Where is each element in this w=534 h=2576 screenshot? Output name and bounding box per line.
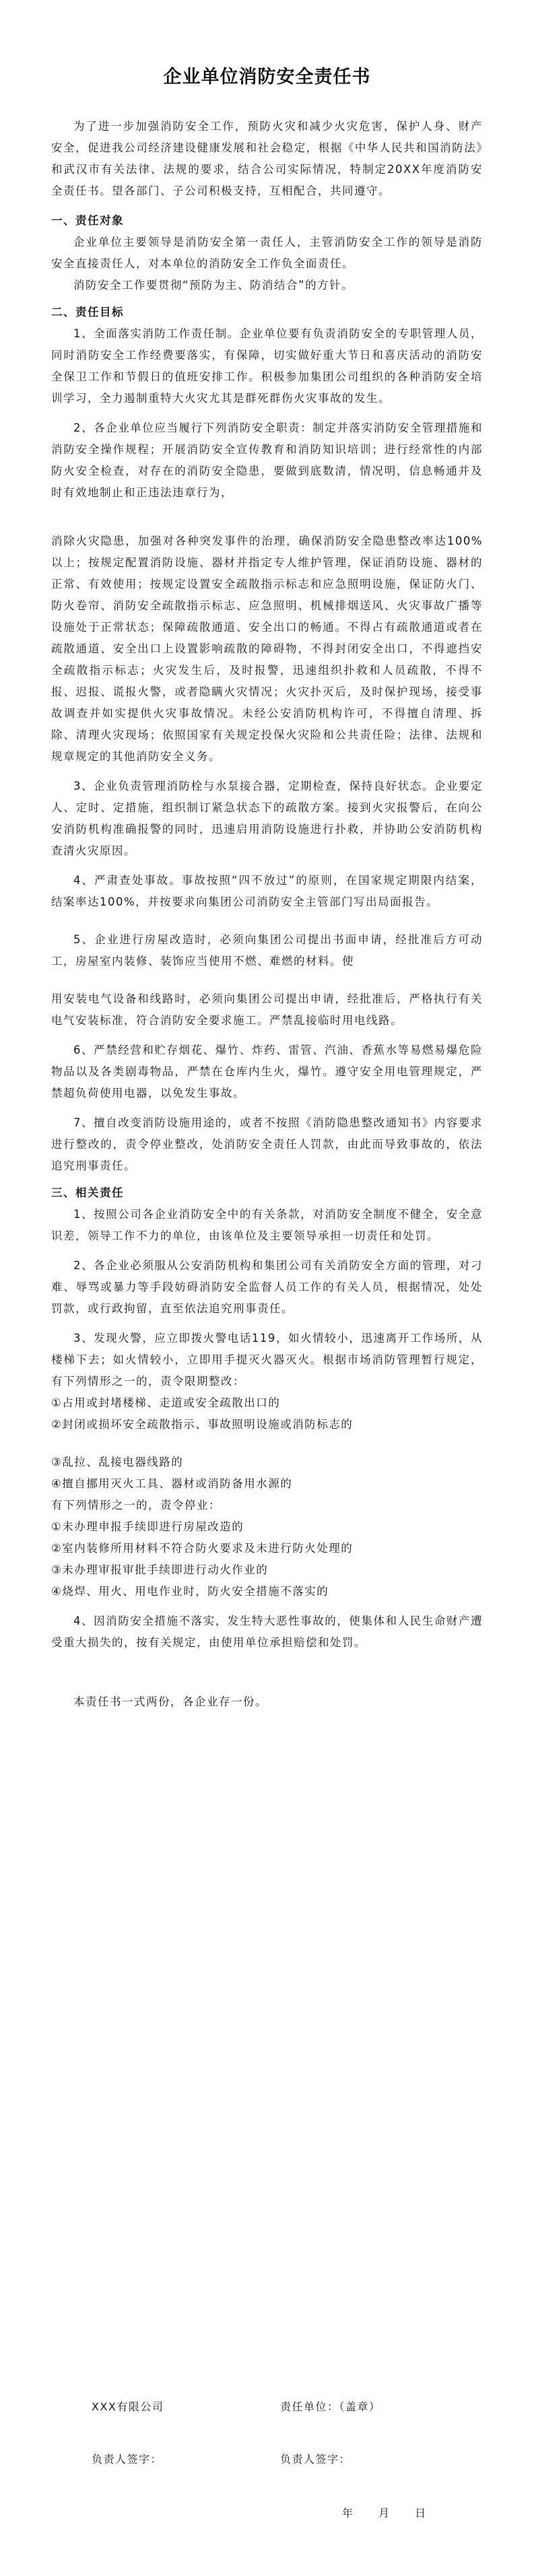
section3-paragraph-2: 2、各企业必须服从公安消防机构和集团公司有关消防安全方面的管理，对刁难、辱骂或暴力等手段妨碍消防安全监督人员工作的有关人员，根据情况，处处罚款，或行政拘留，直至依法追究刑事责任。 [51, 1259, 483, 1315]
rectify-list-1 [51, 1392, 483, 1435]
section-heading-2: 二、责任目标 [51, 306, 124, 318]
section3-paragraph-3: 3、发现火警，应立即拨火警电话119，如火情较小，迅速离开工作场所，从楼梯下去；如火情较小，立即用手提灭火器灭火。根据市场消防管理暂行规定，有下列情形之一的，责令限期整改： [51, 1332, 483, 1388]
list-item: ①占用或封堵楼梯、走道或安全疏散出口的 [51, 1396, 281, 1409]
sign-date: 年 月 日 [342, 2507, 427, 2519]
list-item: ②室内装修所用材料不符合防火要求及未进行防火处理的 [51, 1542, 354, 1555]
signer-left: 负责人签字： [92, 2453, 163, 2466]
date-row [51, 2505, 483, 2526]
list-item: ①未办理申报手续即进行房屋改造的 [51, 1520, 244, 1533]
page-title: 企业单位消防安全责任书 [163, 67, 371, 88]
section2-paragraph-6: 5、企业进行房屋改造时，必须向集团公司提出书面申请，经批准后方可动工，房屋室内装修、装饰应当使用不燃、难燃的材料。使 [51, 933, 483, 968]
section3-paragraph-1: 1、按照公司各企业消防安全中的有关条款，对消防安全制度不健全，安全意识差，领导工作不力的单位，由该单位及主要领导承担一切责任和处罚。 [51, 1208, 483, 1242]
list-item: ④擅自挪用灭火工具、器材或消防备用水源的 [51, 1477, 293, 1490]
section1-paragraph-2: 消防安全工作要贯彻“预防为主、防消结合”的方针。 [73, 279, 354, 292]
list-item: ③未办理审报审批手续即进行动火作业的 [51, 1563, 269, 1576]
section2-paragraph-5: 4、严肃查处事故。事故按照“四不放过”的原则，在国家规定期限内结案，结案率达100%，并按要求向集团公司消防安全主管部门写出局面报告。 [51, 874, 483, 908]
section2-paragraph-8: 6、严禁经营和贮存烟花、爆竹、炸药、雷管、汽油、香蕉水等易燃易爆危险物品以及各类剧毒物品，严禁在仓库内生火，爆竹。遵守安全用电管理规定，严禁超负荷使用电器，以免发生事故。 [51, 1044, 483, 1099]
suspend-list [51, 1516, 483, 1602]
signer-row [51, 2451, 483, 2472]
section3-paragraph-4: 4、因消防安全措施不落实，发生特大恶性事故的，使集体和人民生命财产遭受重大损失的，按有关规定，由使用单位承担赔偿和处罚。 [51, 1615, 483, 1649]
section2-paragraph-4: 3、企业负责管理消防栓与水泵接合器，定期检查，保持良好状态。企业要定人、定时、定措施，组织制订紧急状态下的疏散方案。接到火灾报警后，在向公安消防机构准确报警的同时，迅速启用消防设施进行扑救，并协助公安消防机构查清火灾原因。 [51, 780, 483, 857]
list-item: ③乱拉、乱接电器线路的 [51, 1456, 184, 1468]
party-responsible-unit: 责任单位：（盖章） [280, 2400, 381, 2413]
list-item: ②封闭或损坏安全疏散指示、事故照明设施或消防标志的 [51, 1418, 354, 1431]
section-heading-1: 一、责任对象 [51, 214, 124, 227]
rectify-list-2 [51, 1452, 483, 1516]
section-heading-3: 三、相关责任 [51, 1186, 124, 1199]
section2-paragraph-2: 2、各企业单位应当履行下列消防安全职责：制定并落实消防安全管理措施和消防安全操作规程；开展消防安全宣传教育和消防知识培训；进行经常性的内部防火安全检查，对存在的消防安全隐患，要做到底数清，情况明，信息畅通并及时有效地制止和正违法违章行为， [51, 421, 483, 499]
signer-right: 负责人签字： [280, 2453, 352, 2466]
document-body [51, 116, 483, 1713]
party-row [51, 2398, 483, 2420]
section2-paragraph-3: 消除火灾隐患，加强对各种突发事件的治理，确保消防安全隐患整改率达100%以上；按规定配置消防设施、器材并指定专人维护管理，保证消防设施、器材的正常、有效使用；按规定设置安全疏散指示标志和应急照明设施，保证防火门、防火卷帘、消防安全疏散指示标志、应急照明、机械排烟送风、火灾事故广播等设施处于正常状态；保障疏散通道、安全出口的畅通。不得占有疏散通道或者在疏散通道、安全出口上设置影响疏散的障碍物，不得封闭安全出口，不得遮挡安全疏散指示标志；火灾发生后，及时报警，迅速组织扑救和人员疏散，不得不报、迟报、谎报火警，或者隐瞒火灾情况；火灾扑灭后，及时保护现场，接受事故调查并如实提供火灾事故情况。未经公安消防机构许可，不得擅自清理、拆除、清理火灾现场；依照国家有关规定投保火灾险和公共责任险；法律、法规和规章规定的其他消防安全义务。 [51, 535, 483, 763]
section2-paragraph-1: 1、全面落实消防工作责任制。企业单位要有负责消防安全的专职管理人员，同时消防安全工作经费要落实，有保障，切实做好重大节日和喜庆活动的消防安全保卫工作和节假日的值班安排工作。积极参加集团公司组织的各种消防安全培训学习，全力遏制重特大火灾尤其是群死群伤火灾事故的发生。 [51, 327, 483, 405]
intro-paragraph: 为了进一步加强消防安全工作，预防火灾和减少火灾危害，保护人身、财产安全，促进我公司经济建设健康发展和社会稳定，根据《中华人民共和国消防法》和武汉市有关法律、法规的要求，结合公司实际情况，特制定20XX年度消防安全责任书。望各部门、子公司积极支持，互相配合，共同遵守。 [51, 120, 483, 197]
list-item: ④烧焊、用火、用电作业时，防火安全措施不落实的 [51, 1585, 329, 1598]
party-company: XXX有限公司 [92, 2400, 164, 2413]
list-tail: 有下列情形之一的，责令停业： [51, 1499, 221, 1512]
section1-paragraph-1: 企业单位主要领导是消防安全第一责任人，主管消防安全工作的领导是消防安全直接责任人，对本单位的消防安全工作负全面责任。 [51, 236, 483, 270]
section2-paragraph-9: 7、擅自改变消防设施用途的，或者不按照《消防隐患整改通知书》内容要求进行整改的，责令停业整改，处消防安全责任人罚款，由此而导致事故的，依法追究刑事责任。 [51, 1116, 483, 1172]
section2-paragraph-7: 用安装电气设备和线路时，必须向集团公司提出申请，经批准后，严格执行有关电气安装标准，符合消防安全要求施工。严禁乱接临时用电线路。 [51, 992, 483, 1027]
closing-note: 本责任书一式两份，各企业存一份。 [73, 1695, 267, 1708]
